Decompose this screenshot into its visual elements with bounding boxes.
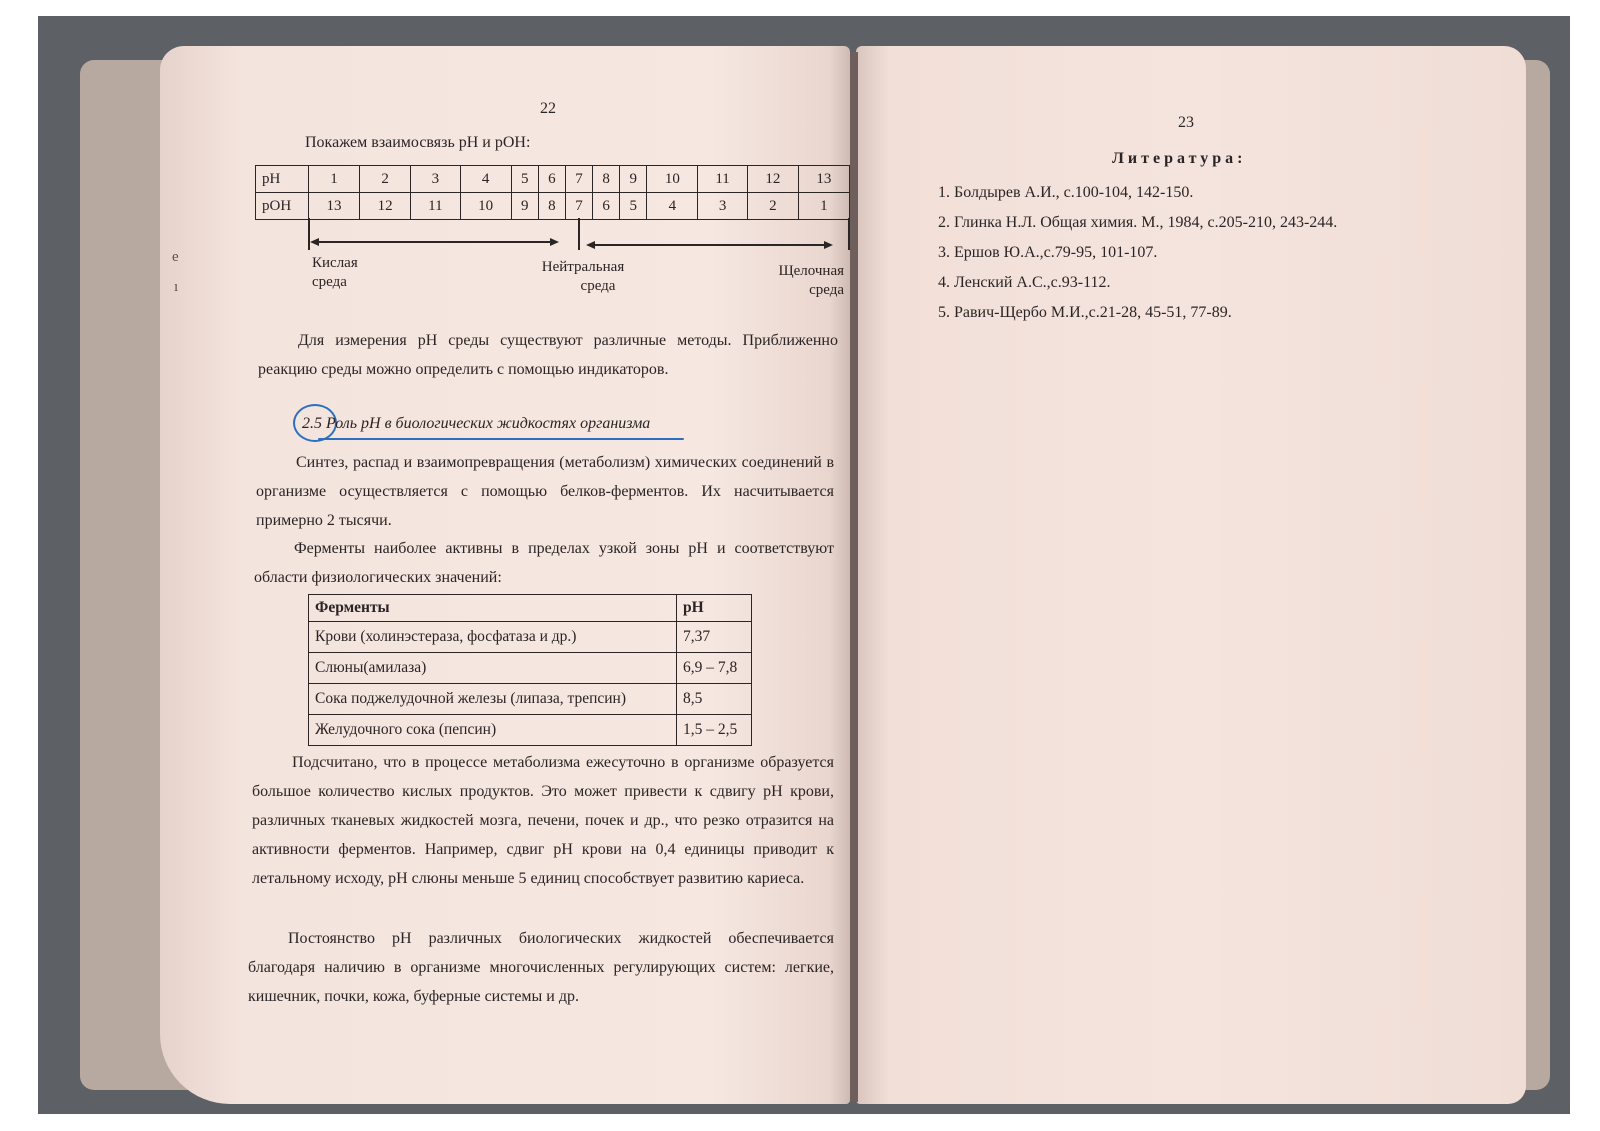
ph-cell: 11 [698, 166, 747, 193]
list-item: 4. Ленский А.С.,с.93-112. [938, 274, 1111, 291]
paragraph-measure: Для измерения pH среды существуют различные методы. Приближенно реакцию среды можно определить с помощью индикаторов. [258, 332, 838, 378]
poh-cell: 13 [309, 193, 360, 220]
alkaline-arrow-line [594, 244, 824, 246]
section-heading [302, 415, 650, 433]
ph-cell: 9 [620, 166, 647, 193]
table-row [309, 715, 752, 746]
acid-label [312, 254, 358, 292]
alkaline-label-line2: среда [809, 282, 844, 298]
scale-tick-right [848, 218, 850, 250]
neutral-label-line1: Нейтральная [541, 259, 625, 275]
paragraph-metabolism: Подсчитано, что в процессе метаболизма ежесуточно в организме образуется большое количество кислых продуктов. Это может привести к сдвигу pH крови, различных тканевых жидкостей мозга, печени, почек и др., что резко отразится на активности ферментов. Например, сдвиг pH крови на 0,4 единицы приводит к летальному исходу, pH слюны меньше 5 единиц способствует развитию кариеса. [252, 754, 834, 887]
enzyme-name: Желудочного сока (пепсин) [309, 715, 677, 746]
alkaline-label-line1: Щелочная [778, 263, 844, 279]
ph-cell: 5 [511, 166, 538, 193]
poh-cell: 9 [511, 193, 538, 220]
intro-text: Покажем взаимосвязь pH и pOH: [305, 134, 531, 151]
literature-title: Литература: [1112, 150, 1247, 167]
poh-label: pOH [256, 193, 309, 220]
poh-cell: 12 [360, 193, 411, 220]
ph-cell: 8 [593, 166, 620, 193]
arrow-left-head-icon [310, 238, 319, 246]
ph-row [256, 166, 850, 193]
ph-cell: 12 [747, 166, 798, 193]
enzyme-ph: 8,5 [677, 684, 752, 715]
literature-list [938, 178, 1337, 328]
scale-tick-neutral [578, 218, 580, 250]
header-ph: pH [677, 595, 752, 622]
header-enzymes: Ферменты [309, 595, 677, 622]
ph-label: pH [256, 166, 309, 193]
acid-arrow-line [318, 241, 550, 243]
ph-cell: 4 [460, 166, 511, 193]
poh-cell: 3 [698, 193, 747, 220]
margin-mark: ı [174, 279, 179, 295]
list-item: 1. Болдырев А.И., с.100-104, 142-150. [938, 184, 1194, 201]
enzyme-table-header [309, 595, 752, 622]
poh-cell: 1 [798, 193, 849, 220]
list-item: 3. Ершов Ю.А.,с.79-95, 101-107. [938, 244, 1158, 261]
enzyme-name: Крови (холинэстераза, фосфатаза и др.) [309, 622, 677, 653]
neutral-label-line2: среда [580, 278, 616, 294]
paragraph-enzymes: Ферменты наиболее активны в пределах узкой зоны pH и соответствуют области физиологических значений: [254, 540, 834, 586]
paragraph-constancy: Постоянство pH различных биологических жидкостей обеспечивается благодаря наличию в организме многочисленных регулирующих систем: легкие, кишечник, почки, кожа, буферные системы и др. [248, 930, 834, 1005]
arrow-right-head-icon [824, 241, 833, 249]
poh-cell: 6 [593, 193, 620, 220]
alkaline-label [752, 262, 844, 300]
enzyme-name: Сока поджелудочной железы (липаза, трепсин) [309, 684, 677, 715]
table-row [309, 684, 752, 715]
enzyme-name: Слюны(амилаза) [309, 653, 677, 684]
page-number-right: 23 [1178, 114, 1194, 131]
acid-label-line2: среда [312, 274, 347, 290]
acid-label-line1: Кислая [312, 255, 358, 271]
table-row [309, 622, 752, 653]
list-item: 5. Равич-Щербо М.И.,с.21-28, 45-51, 77-89. [938, 304, 1232, 321]
enzyme-ph: 1,5 – 2,5 [677, 715, 752, 746]
poh-cell: 8 [538, 193, 565, 220]
list-item: 2. Глинка Н.Л. Общая химия. М., 1984, с.205-210, 243-244. [938, 214, 1338, 231]
ink-underline-mark [318, 438, 684, 440]
poh-cell: 4 [647, 193, 698, 220]
poh-cell: 5 [620, 193, 647, 220]
neutral-label [528, 258, 638, 296]
ph-cell: 3 [411, 166, 460, 193]
poh-cell: 11 [411, 193, 460, 220]
margin-mark: е [172, 249, 179, 265]
ph-cell: 13 [798, 166, 849, 193]
arrow-right-head-icon [550, 238, 559, 246]
section-number: 2.5 [302, 415, 322, 432]
ph-cell: 10 [647, 166, 698, 193]
ph-cell: 6 [538, 166, 565, 193]
poh-cell: 2 [747, 193, 798, 220]
enzyme-table [308, 594, 752, 746]
poh-cell: 7 [565, 193, 592, 220]
book-gutter [850, 52, 858, 1102]
ph-cell: 7 [565, 166, 592, 193]
table-row [309, 653, 752, 684]
poh-cell: 10 [460, 193, 511, 220]
ph-cell: 2 [360, 166, 411, 193]
section-title: Роль pH в биологических жидкостях организма [326, 415, 651, 432]
arrow-left-head-icon [586, 241, 595, 249]
ph-poh-table [255, 165, 850, 220]
enzyme-ph: 7,37 [677, 622, 752, 653]
enzyme-ph: 6,9 – 7,8 [677, 653, 752, 684]
page-number-left: 22 [540, 100, 556, 117]
ph-cell: 1 [309, 166, 360, 193]
paragraph-synthesis: Синтез, распад и взаимопревращения (метаболизм) химических соединений в организме осуществляется с помощью белков-ферментов. Их насчитывается примерно 2 тысячи. [256, 454, 834, 529]
poh-row [256, 193, 850, 220]
